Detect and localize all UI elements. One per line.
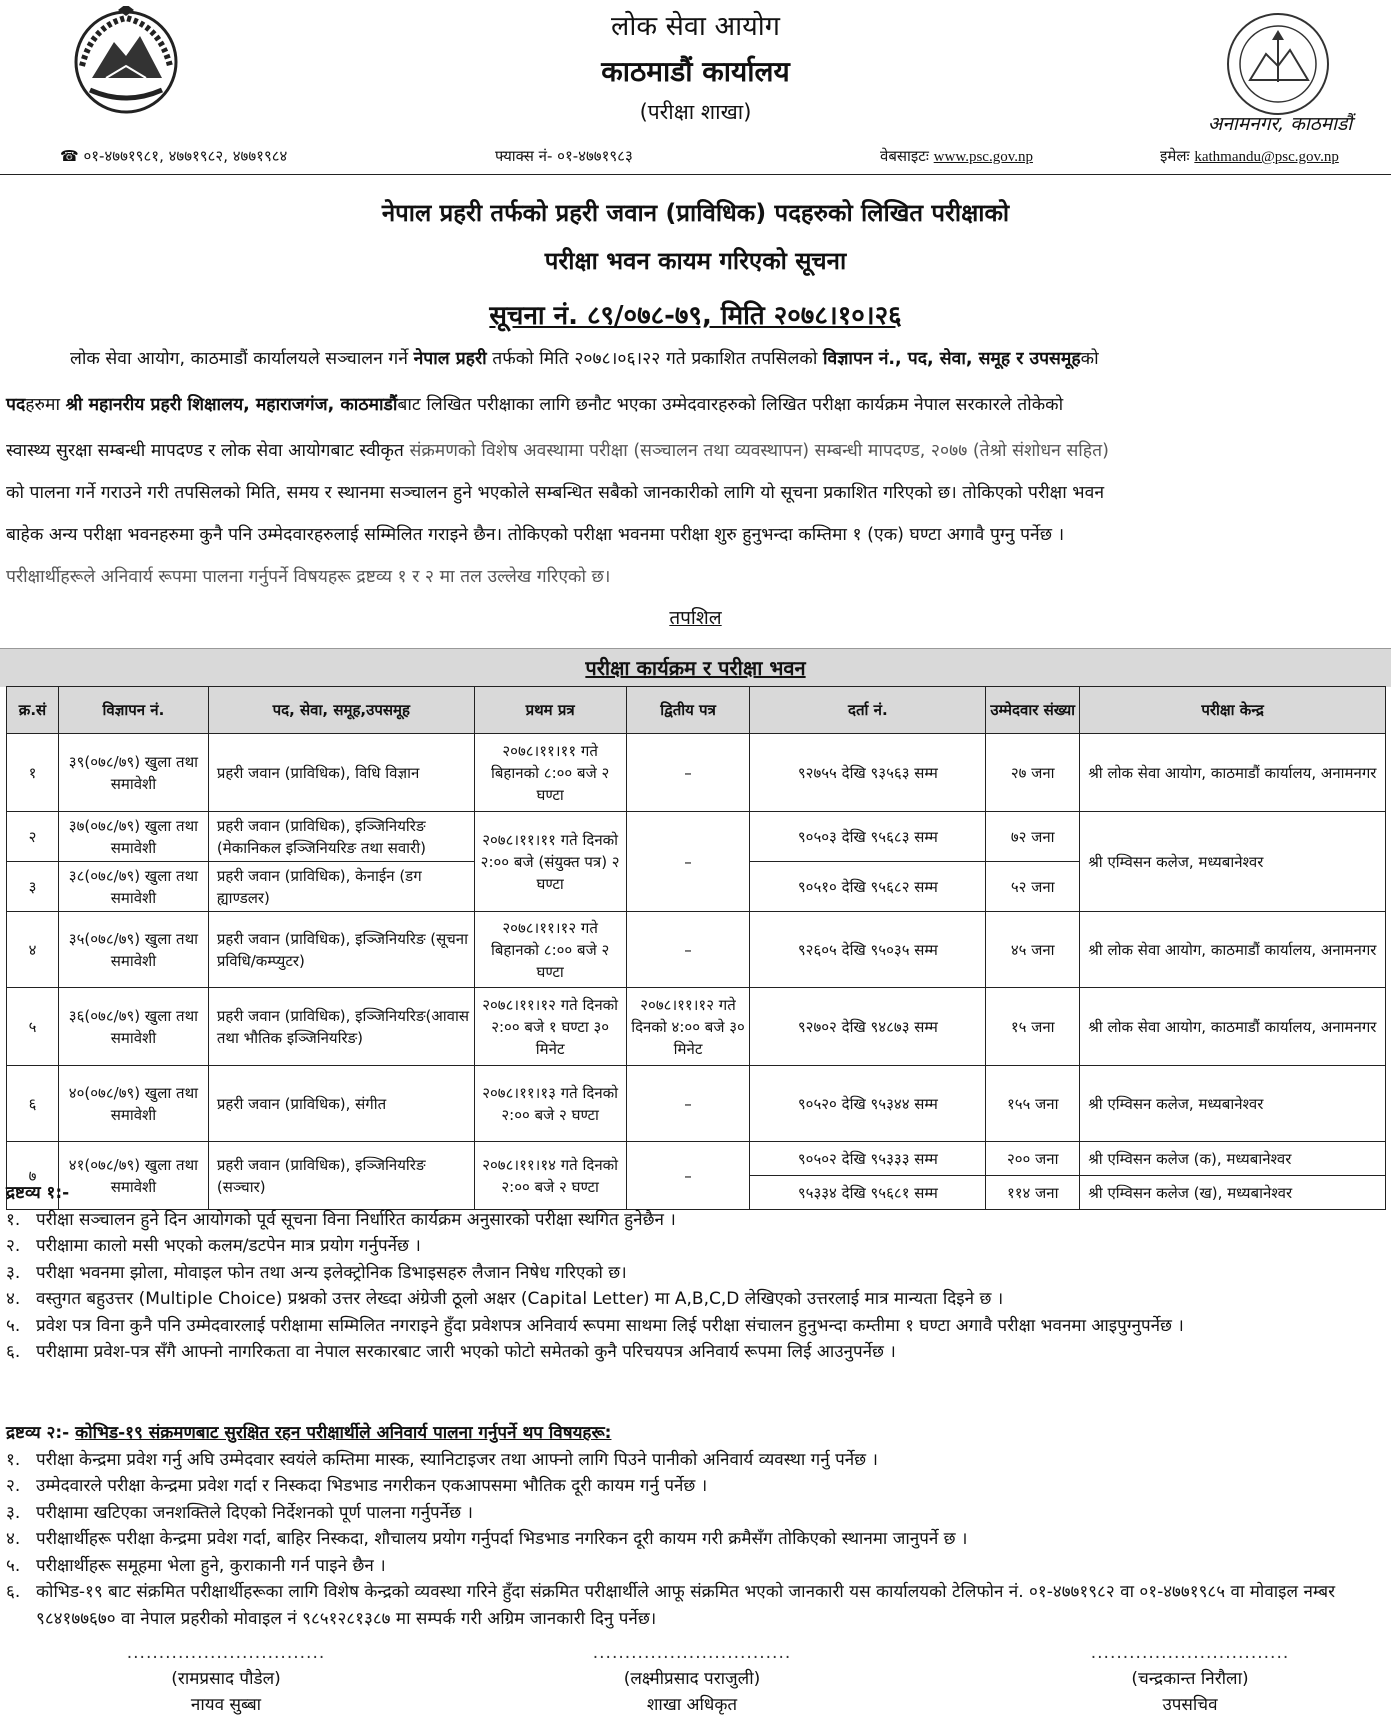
cell-paper1: २०७८।११।१४ गते दिनको २:०० बजे २ घण्टा — [474, 1142, 626, 1210]
col-header-adv: विज्ञापन नं. — [58, 687, 208, 734]
table-row — [7, 912, 1386, 988]
cell-center: श्री लोक सेवा आयोग, काठमाडौं कार्यालय, अनामनगर — [1080, 912, 1386, 988]
notice-title-line1: नेपाल प्रहरी तर्फको प्रहरी जवान (प्राविधिक) पदहरुको लिखित परीक्षाको — [381, 199, 1010, 227]
notes-2-subheading: कोभिड-१९ संक्रमणबाट सुरक्षित रहन परीक्षार्थीले अनिवार्य पालना गर्नुपर्ने थप विषयहरू: — [75, 1423, 612, 1443]
cell-count: ७२ जना — [986, 812, 1080, 862]
website-label: वेबसाइटः — [880, 147, 929, 165]
signature-block: ............................... (लक्ष्मीप्रसाद पराजुली) शाखा अधिकृत — [562, 1640, 822, 1718]
list-item: २. परीक्षामा कालो मसी भएको कलम/डटपेन मात्र प्रयोग गर्नुपर्नेछ । — [6, 1236, 421, 1256]
list-item: ६. परीक्षामा प्रवेश-पत्र सँगै आफ्नो नागरिकता वा नेपाल सरकारबाट जारी भएको फोटो समेतको कुनै परिचयपत्र अनिवार्य रूपमा लिई आउनुपर्नेछ । — [6, 1342, 896, 1362]
cell-post: प्रहरी जवान (प्राविधिक), इञ्जिनियरिङ (मेकानिकल इञ्जिनियरिङ तथा सवारी) — [208, 812, 474, 862]
cell-adv: ४१(०७८/७९) खुला तथा समावेशी — [58, 1142, 208, 1210]
schedule-band-title: परीक्षा कार्यक्रम र परीक्षा भवन — [585, 656, 806, 680]
list-item: १. परीक्षा सञ्चालन हुने दिन आयोगको पूर्व सूचना विना निर्धारित कार्यक्रम अनुसारको परीक्षा स्थगित हुनेछैन । — [6, 1209, 676, 1230]
col-header-count: उम्मेदवार संख्या — [986, 687, 1080, 734]
cell-center: श्री एम्विसन कलेज (क), मध्यबानेश्वर — [1080, 1142, 1386, 1176]
col-header-sn: क्र.सं — [7, 687, 59, 734]
cell-roll: ९०५२० देखि ९५३४४ सम्म — [750, 1066, 986, 1142]
cell-adv: ३६(०७८/७९) खुला तथा समावेशी — [58, 988, 208, 1066]
col-header-roll: दर्ता नं. — [750, 687, 986, 734]
table-row — [7, 734, 1386, 812]
cell-roll: ९२७०२ देखि ९४८७३ सम्म — [750, 988, 986, 1066]
signatory-name: (रामप्रसाद पौडेल) — [171, 1669, 281, 1689]
cell-count: १५५ जना — [986, 1066, 1080, 1142]
office-name: काठमाडौं कार्यालय — [601, 55, 790, 88]
list-item: ३. परीक्षामा खटिएका जनशक्तिले दिएको निर्देशनको पूर्ण पालना गर्नुपर्नेछ । — [6, 1502, 473, 1523]
email-label: इमेलः — [1160, 147, 1190, 165]
cell-count: १५ जना — [986, 988, 1080, 1066]
cell-center: श्री एम्विसन कलेज, मध्यबानेश्वर — [1080, 812, 1386, 912]
cell-roll: ९०५०२ देखि ९५३३३ सम्म — [750, 1142, 986, 1176]
notes-1 — [6, 1180, 1384, 1366]
cell-adv: ३५(०७८/७९) खुला तथा समावेशी — [58, 912, 208, 988]
col-header-center: परीक्षा केन्द्र — [1080, 687, 1386, 734]
table-header-row — [7, 687, 1386, 734]
notice-paragraph-line6: परीक्षार्थीहरूले अनिवार्य रूपमा पालना गर्नुपर्ने विषयहरू द्रष्टव्य १ र २ मा तल उल्लेख गरिएको छ। — [6, 567, 611, 587]
col-header-paper1: प्रथम प्रत्र — [474, 687, 626, 734]
list-item: ५. परीक्षार्थीहरू समूहमा भेला हुने, कुराकानी गर्न पाइने छैन । — [6, 1555, 386, 1576]
org-name: लोक सेवा आयोग — [611, 11, 780, 42]
cell-post: प्रहरी जवान (प्राविधिक), इञ्जिनियरिङ (सञ्चार) — [208, 1142, 474, 1210]
cell-post: प्रहरी जवान (प्राविधिक), केनाईन (डग ह्याण्डलर) — [208, 862, 474, 912]
notice-paragraph-line5: बाहेक अन्य परीक्षा भवनहरुमा कुनै पनि उम्मेदवारहरुलाई सम्मिलित गराइने छैन। तोकिएको परीक्षा भवनमा परीक्षा शुरु हुनुभन्दा कम्तिमा १ (एक) घण्टा अगावै पुग्नु पर्नेछ । — [6, 525, 1065, 545]
cell-paper1: २०७८।११।१३ गते दिनको २:०० बजे २ घण्टा — [474, 1066, 626, 1142]
cell-paper1: २०७८।११।१२ गते दिनको २:०० बजे १ घण्टा ३० मिनेट — [474, 988, 626, 1066]
cell-roll: ९५३३४ देखि ९५६८१ सम्म — [750, 1176, 986, 1210]
notice-paragraph-line3: स्वास्थ्य सुरक्षा सम्बन्धी मापदण्ड र लोक सेवा आयोगबाट स्वीकृत संक्रमणको विशेष अवस्थामा परीक्षा (सञ्चालन तथा व्यवस्थापन) सम्बन्धी मापदण्ड, २०७७ (तेश्रो संशोधन सहित) — [6, 441, 1109, 461]
psc-seal-logo — [1220, 10, 1336, 118]
cell-count: २०० जना — [986, 1142, 1080, 1176]
list-item: ४. परीक्षार्थीहरू परीक्षा केन्द्रमा प्रवेश गर्दा, बाहिर निस्कदा, शौचालय प्रयोग गर्नुपर्दा भिडभाड नगरिकन दूरी कायम गरी क्रमैसँग तोकिएको स्थानमा जानुपर्ने छ । — [6, 1529, 968, 1549]
cell-sn: ५ — [7, 988, 59, 1066]
cell-paper2: – — [626, 1066, 750, 1142]
cell-count: २७ जना — [986, 734, 1080, 812]
cell-roll: ९०५१० देखि ९५६८२ सम्म — [750, 862, 986, 912]
cell-center: श्री लोक सेवा आयोग, काठमाडौं कार्यालय, अनामनगर — [1080, 988, 1386, 1066]
schedule-band — [0, 648, 1391, 687]
cell-sn: ४ — [7, 912, 59, 988]
office-location: अनामनगर, काठमाडौं — [1207, 113, 1353, 135]
cell-sn: ६ — [7, 1066, 59, 1142]
cell-sn: १ — [7, 734, 59, 812]
cell-adv: ४०(०७८/७९) खुला तथा समावेशी — [58, 1066, 208, 1142]
cell-post: प्रहरी जवान (प्राविधिक), इञ्जिनियरिङ(आवास तथा भौतिक इञ्जिनियरिङ) — [208, 988, 474, 1066]
notice-paragraph-line4: को पालना गर्ने गराउने गरी तपसिलको मिति, समय र स्थानमा सञ्चालन हुने भएकोले सम्बन्धित सबैको जानकारीको लागि यो सूचना प्रकाशित गरिएको छ। तोकिएको परीक्षा भवन — [6, 483, 1105, 503]
cell-center: श्री लोक सेवा आयोग, काठमाडौं कार्यालय, अनामनगर — [1080, 734, 1386, 812]
exam-schedule-table — [6, 686, 1386, 1210]
cell-center: श्री एम्विसन कलेज (ख), मध्यबानेश्वर — [1080, 1176, 1386, 1210]
cell-paper1: २०७८।११।११ गते दिनको २:०० बजे (संयुक्त पत्र) २ घण्टा — [474, 812, 626, 912]
cell-paper2: – — [626, 734, 750, 812]
cell-sn: २ — [7, 812, 59, 862]
cell-post: प्रहरी जवान (प्राविधिक), इञ्जिनियरिङ (सूचना प्रविधि/कम्प्युटर) — [208, 912, 474, 988]
cell-post: प्रहरी जवान (प्राविधिक), विधि विज्ञान — [208, 734, 474, 812]
fax-number: फ्याक्स नं- ०१-४७७१९८३ — [495, 147, 633, 165]
cell-roll: ९२६०५ देखि ९५०३५ सम्म — [750, 912, 986, 988]
phone-numbers: ☎ ०१-४७७१९८१, ४७७१९८२, ४७७१९८४ — [60, 147, 288, 165]
cell-adv: ३७(०७८/७९) खुला तथा समावेशी — [58, 812, 208, 862]
list-item: ४. वस्तुगत बहुउत्तर (Multiple Choice) प्रश्नको उत्तर लेख्दा अंग्रेजी ठूलो अक्षर (Capital Letter) मा A,B,C,D लेखिएको उत्तरलाई मात्र मान्यता दिइने छ । — [6, 1289, 1004, 1309]
notice-number: सूचना नं. ८९/०७८-७९, मिति २०७८।१०।२६ — [489, 301, 902, 331]
table-row — [7, 1066, 1386, 1142]
col-header-paper2: द्वितीय पत्र — [626, 687, 750, 734]
list-item: ३. परीक्षा भवनमा झोला, मोवाइल फोन तथा अन्य इलेक्ट्रोनिक डिभाइसहरु लैजान निषेध गरिएको छ। — [6, 1262, 627, 1283]
table-row — [7, 812, 1386, 862]
website-link[interactable]: www.psc.gov.np — [933, 149, 1033, 165]
header-divider — [0, 174, 1391, 175]
cell-sn: ७ — [7, 1142, 59, 1210]
cell-center: श्री एम्विसन कलेज, मध्यबानेश्वर — [1080, 1066, 1386, 1142]
signatory-name: (चन्द्रकान्त निरौला) — [1131, 1669, 1249, 1689]
cell-paper2: – — [626, 812, 750, 912]
notes-2-heading: द्रष्टव्य २:- — [6, 1423, 70, 1443]
cell-count: ४५ जना — [986, 912, 1080, 988]
list-item: १. परीक्षा केन्द्रमा प्रवेश गर्नु अघि उम्मेदवार स्वयंले कम्तिमा मास्क, स्यानिटाइजर तथा आफ्नो लागि पिउने पानीको अनिवार्य व्यवस्था गर्नु पर्नेछ । — [6, 1449, 878, 1470]
col-header-post: पद, सेवा, समूह,उपसमूह — [208, 687, 474, 734]
notice-paragraph-line1: लोक सेवा आयोग, काठमाडौं कार्यालयले सञ्चालन गर्ने नेपाल प्रहरी तर्फको मिति २०७८।०६।२२ गते प्रकाशित तपसिलको विज्ञापन नं., पद, सेवा, समूह र उपसमूहको — [70, 349, 1099, 369]
list-item: ५. प्रवेश पत्र विना कुनै पनि उम्मेदवारलाई परीक्षामा सम्मिलित नगराइने हुँदा प्रवेशपत्र अनिवार्य रूपमा साथमा लिई परीक्षा संचालन हुनुभन्दा कम्तीमा १ घण्टा अगावै परीक्षा भवनमा आइपुग्नुपर्नेछ । — [6, 1315, 1184, 1336]
branch-name: (परीक्षा शाखा) — [639, 100, 752, 124]
cell-adv: ३९(०७८/७९) खुला तथा समावेशी — [58, 734, 208, 812]
tapsil-heading: तपशिल — [669, 607, 722, 629]
cell-roll: ९०५०३ देखि ९५६८३ सम्म — [750, 812, 986, 862]
notes-2 — [6, 1420, 1384, 1632]
cell-roll: ९२७५५ देखि ९३५६३ सम्म — [750, 734, 986, 812]
table-row — [7, 1142, 1386, 1176]
cell-count: ११४ जना — [986, 1176, 1080, 1210]
notes-1-heading: द्रष्टव्य १:- — [6, 1183, 70, 1203]
notice-paragraph-line2: पदहरुमा श्री महानरीय प्रहरी शिक्षालय, महाराजगंज, काठमाडौंबाट लिखित परीक्षाका लागि छनौट भएका उम्मेदवारहरुको लिखित परीक्षा कार्यक्रम नेपाल सरकारले तोकेको — [6, 395, 1064, 415]
cell-sn: ३ — [7, 862, 59, 912]
table-row — [7, 988, 1386, 1066]
signatory-title: उपसचिव — [1162, 1695, 1218, 1715]
cell-post: प्रहरी जवान (प्राविधिक), संगीत — [208, 1066, 474, 1142]
signature-block: ............................... (चन्द्रकान्त निरौला) उपसचिव — [1060, 1640, 1320, 1718]
list-item: ६. कोभिड-१९ बाट संक्रमित परीक्षार्थीहरूका लागि विशेष केन्द्रको व्यवस्था गरिने हुँदा संक्रमित परीक्षार्थीले आफू संक्रमित भएको जानकारी यस कार्यालयको टेलिफोन नं. ०१-४७७१९८२ वा ०१-४७७१९८५ वा मोवाइल नम्बर ९८४१७७६७० वा नेपाल प्रहरीको मोवाइल नं ९८५१२८१३८७ मा सम्पर्क गरी अग्रिम जानकारी दिनु पर्नेछ। — [6, 1582, 1336, 1629]
cell-paper2: – — [626, 912, 750, 988]
notice-title-line2: परीक्षा भवन कायम गरिएको सूचना — [544, 247, 847, 275]
signature-block: ............................... (रामप्रसाद पौडेल) नायव सुब्बा — [96, 1640, 356, 1718]
signatory-title: शाखा अधिकृत — [646, 1695, 738, 1715]
cell-paper2: – — [626, 1142, 750, 1210]
cell-adv: ३८(०७८/७९) खुला तथा समावेशी — [58, 862, 208, 912]
list-item: २. उम्मेदवारले परीक्षा केन्द्रमा प्रवेश गर्दा र निस्कदा भिडभाड नगरीकन एकआपसमा भौतिक दूरी कायम गर्नु पर्नेछ । — [6, 1476, 708, 1496]
cell-paper2: २०७८।११।१२ गते दिनको ४:०० बजे ३० मिनेट — [626, 988, 750, 1066]
cell-count: ५२ जना — [986, 862, 1080, 912]
email-link[interactable]: kathmandu@psc.gov.np — [1194, 149, 1339, 165]
cell-paper1: २०७८।११।११ गते बिहानको ८:०० बजे २ घण्टा — [474, 734, 626, 812]
cell-paper1: २०७८।११।१२ गते बिहानको ८:०० बजे २ घण्टा — [474, 912, 626, 988]
signatory-name: (लक्ष्मीप्रसाद पराजुली) — [623, 1669, 761, 1689]
signatory-title: नायव सुब्बा — [190, 1695, 262, 1715]
